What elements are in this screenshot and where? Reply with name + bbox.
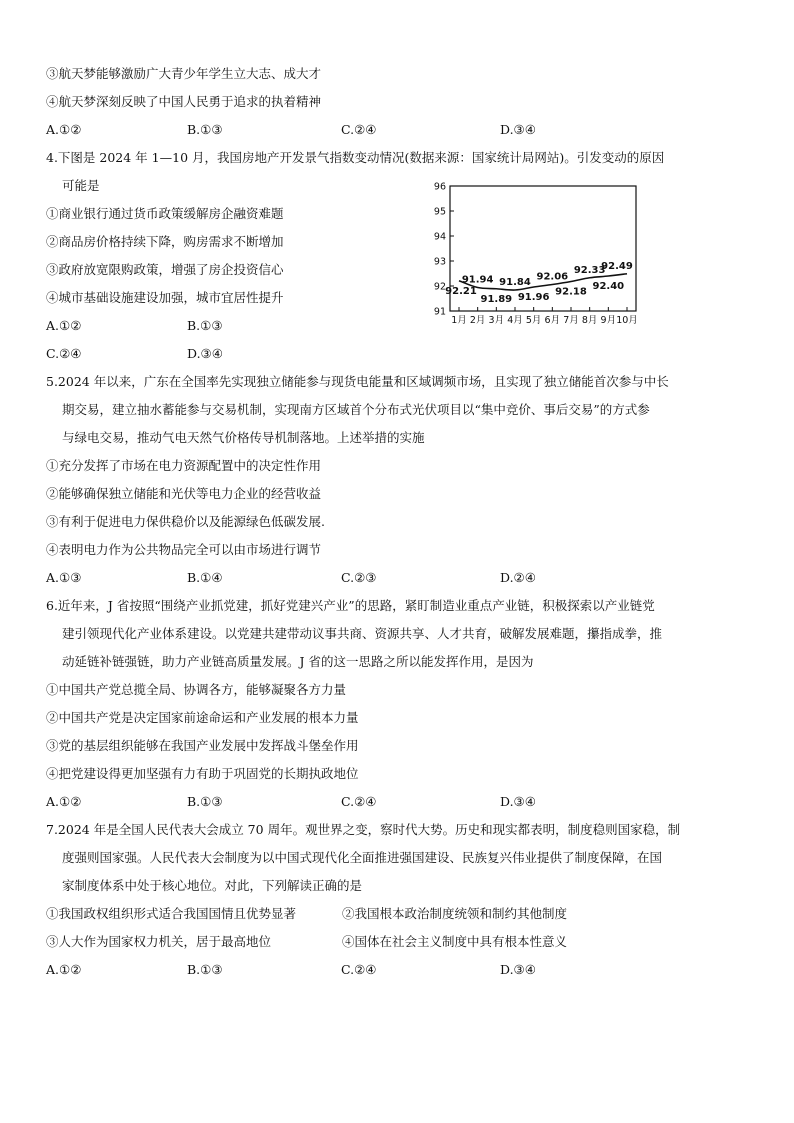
q3-statement-4: ④航天梦深刻反映了中国人民勇于追求的执着精神 xyxy=(46,94,322,109)
x-tick-label: 9月 xyxy=(600,315,617,326)
q5-option-c[interactable]: C.②③ xyxy=(341,570,377,585)
x-tick-label: 7月 xyxy=(563,315,579,326)
q5-option-a[interactable]: A.①③ xyxy=(46,570,82,585)
y-tick-label: 96 xyxy=(433,181,446,193)
data-label: 92.06 xyxy=(536,271,569,283)
data-label: 92.40 xyxy=(592,281,625,292)
q7-stem: 7.2024 年是全国人民代表大会成立 70 周年。观世界之变，察时代大势。历史和现实都表明，制度稳则国家稳，制 xyxy=(46,822,681,837)
q5-statement-3: ③有利于促进电力保供稳价以及能源绿色低碳发展. xyxy=(46,514,325,529)
q7-statement-2: ②我国根本政治制度统领和制约其他制度 xyxy=(342,906,568,921)
q7-option-b[interactable]: B.①③ xyxy=(187,962,223,977)
q4-statement-3: ③政府放宽限购政策，增强了房企投资信心 xyxy=(46,262,284,277)
q4-option-a[interactable]: A.①② xyxy=(46,318,82,333)
q3-option-b[interactable]: B.①③ xyxy=(187,122,223,137)
q6-option-b[interactable]: B.①③ xyxy=(187,794,223,809)
q4-statement-4: ④城市基础设施建设加强，城市宜居性提升 xyxy=(46,290,284,305)
q5-option-b[interactable]: B.①④ xyxy=(187,570,223,585)
data-label: 91.89 xyxy=(480,293,513,305)
data-label: 92.49 xyxy=(601,260,633,272)
q5-stem-continued-1: 期交易，建立抽水蓄能参与交易机制，实现南方区域首个分布式光伏项目以“集中竞价、事后交易”的方式参 xyxy=(62,402,650,417)
q5-statement-1: ①充分发挥了市场在电力资源配置中的决定性作用 xyxy=(46,458,322,473)
x-tick-label: 3月 xyxy=(488,315,505,326)
x-tick-label: 1月 xyxy=(451,315,467,326)
q3-option-c[interactable]: C.②④ xyxy=(341,122,377,137)
q7-statement-4: ④国体在社会主义制度中具有根本性意义 xyxy=(342,934,568,949)
x-tick-label: 8月 xyxy=(581,315,598,326)
x-tick-label: 6月 xyxy=(544,315,561,326)
q5-option-d[interactable]: D.②④ xyxy=(500,570,536,585)
data-label: 92.21 xyxy=(445,285,477,297)
q5-stem-continued-2: 与绿电交易，推动气电天然气价格传导机制落地。上述举措的实施 xyxy=(62,430,425,445)
q3-option-a[interactable]: A.①② xyxy=(46,122,82,137)
y-tick-label: 93 xyxy=(433,256,446,268)
q4-statement-1: ①商业银行通过货币政策缓解房企融资难题 xyxy=(46,206,284,221)
q6-stem-continued-2: 动延链补链强链，助力产业链高质量发展。J 省的这一思路之所以能发挥作用，是因为 xyxy=(62,654,534,669)
data-label: 91.84 xyxy=(499,277,531,288)
q4-option-c[interactable]: C.②④ xyxy=(46,346,82,361)
q7-option-a[interactable]: A.①② xyxy=(46,962,82,977)
q7-stem-continued-1: 度强则国家强。人民代表大会制度为以中国式现代化全面推进强国建设、民族复兴伟业提供了制度保障，在国 xyxy=(62,850,663,865)
q4-option-d[interactable]: D.③④ xyxy=(187,346,223,361)
q6-statement-3: ③党的基层组织能够在我国产业发展中发挥战斗堡垒作用 xyxy=(46,738,359,753)
x-tick-label: 10月 xyxy=(616,315,638,326)
q6-statement-2: ②中国共产党是决定国家前途命运和产业发展的根本力量 xyxy=(46,710,359,725)
q6-option-c[interactable]: C.②④ xyxy=(341,794,377,809)
q6-statement-1: ①中国共产党总揽全局、协调各方，能够凝聚各方力量 xyxy=(46,682,347,697)
y-tick-label: 94 xyxy=(433,231,446,243)
q6-stem-continued-1: 建引领现代化产业体系建设。以党建共建带动议事共商、资源共享、人才共育，破解发展难题，攥指成拳，推 xyxy=(62,626,663,641)
y-tick-label: 92 xyxy=(433,281,446,293)
q5-statement-4: ④表明电力作为公共物品完全可以由市场进行调节 xyxy=(46,542,322,557)
q6-stem: 6.近年来，J 省按照“围绕产业抓党建，抓好党建兴产业”的思路，紧盯制造业重点产业链，积极探索以产业链党 xyxy=(46,598,655,613)
data-label: 91.96 xyxy=(517,292,550,303)
y-tick-label: 91 xyxy=(433,306,446,318)
y-tick-label: 95 xyxy=(433,206,446,218)
q7-stem-continued-2: 家制度体系中处于核心地位。对此，下列解读正确的是 xyxy=(62,878,363,893)
q3-option-d[interactable]: D.③④ xyxy=(500,122,536,137)
q6-option-d[interactable]: D.③④ xyxy=(500,794,536,809)
q4-option-b[interactable]: B.①③ xyxy=(187,318,223,333)
q7-statement-1: ①我国政权组织形式适合我国国情且优势显著 xyxy=(46,906,297,921)
data-label: 92.33 xyxy=(573,264,606,276)
q5-statement-2: ②能够确保独立储能和光伏等电力企业的经营收益 xyxy=(46,486,322,501)
x-tick-label: 2月 xyxy=(469,315,486,326)
q5-stem: 5.2024 年以来，广东在全国率先实现独立储能参与现货电能量和区域调频市场，且实现了独立储能首次参与中长 xyxy=(46,374,669,389)
data-label: 91.94 xyxy=(461,274,494,286)
q7-statement-3: ③人大作为国家权力机关，居于最高地位 xyxy=(46,934,272,949)
x-tick-label: 4月 xyxy=(507,315,523,326)
q6-statement-4: ④把党建设得更加坚强有力有助于巩固党的长期执政地位 xyxy=(46,766,359,781)
q4-stem-continued: 可能是 xyxy=(62,178,100,193)
q3-statement-3: ③航天梦能够激励广大青少年学生立大志、成大才 xyxy=(46,66,322,81)
data-label: 92.18 xyxy=(555,286,587,298)
x-tick-label: 5月 xyxy=(525,315,542,326)
real-estate-index-chart xyxy=(420,176,650,328)
q7-option-c[interactable]: C.②④ xyxy=(341,962,377,977)
q4-statement-2: ②商品房价格持续下降，购房需求不断增加 xyxy=(46,234,284,249)
q6-option-a[interactable]: A.①② xyxy=(46,794,82,809)
q7-option-d[interactable]: D.③④ xyxy=(500,962,536,977)
q4-stem: 4.下图是 2024 年 1—10 月，我国房地产开发景气指数变动情况(数据来源：国家统计局网站)。引发变动的原因 xyxy=(46,150,665,165)
